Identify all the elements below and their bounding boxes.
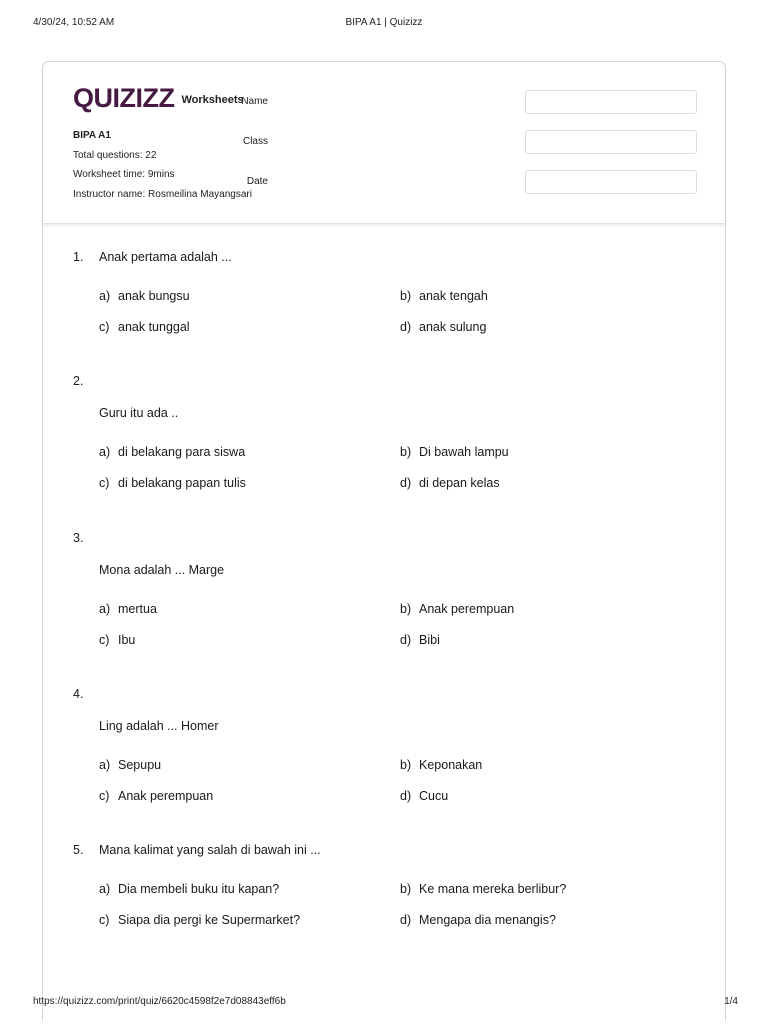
- option-text: Di bawah lampu: [419, 445, 509, 459]
- quiz-meta: [73, 126, 252, 204]
- option-d: [400, 633, 440, 647]
- quizizz-logo: QUIZIZZ: [73, 83, 175, 113]
- question-text: Mana kalimat yang salah di bawah ini ...: [99, 843, 321, 857]
- option-text: anak sulung: [419, 320, 487, 334]
- question-text: Ling adalah ... Homer: [99, 719, 219, 733]
- option-text: Ibu: [118, 633, 136, 647]
- option-b: [400, 758, 482, 772]
- option-text: anak bungsu: [118, 289, 190, 303]
- option-b: [400, 882, 566, 896]
- option-text: Anak perempuan: [118, 789, 214, 803]
- question-number: 3.: [73, 531, 84, 545]
- option-b: [400, 445, 509, 459]
- option-d: [400, 476, 500, 490]
- option-text: Siapa dia pergi ke Supermarket?: [118, 913, 301, 927]
- worksheet-time: Worksheet time: 9mins: [73, 169, 175, 180]
- logo-row: [73, 85, 244, 112]
- print-header: [0, 17, 768, 31]
- option-letter: b): [400, 289, 412, 303]
- option-letter: a): [99, 758, 111, 772]
- question-text: Mona adalah ... Marge: [99, 563, 225, 577]
- option-c: [99, 633, 135, 647]
- option-letter: a): [99, 602, 111, 616]
- option-text: Cucu: [419, 789, 449, 803]
- option-c: [99, 789, 213, 803]
- option-text: Ke mana mereka berlibur?: [419, 882, 567, 896]
- name-label: Name: [241, 96, 268, 107]
- question-number: 1.: [73, 250, 84, 264]
- option-b: [400, 602, 514, 616]
- class-field[interactable]: [525, 130, 697, 154]
- option-d: [400, 789, 448, 803]
- print-footer: [0, 996, 768, 1010]
- option-letter: d): [400, 320, 412, 334]
- option-a: [99, 602, 157, 616]
- option-text: anak tengah: [419, 289, 488, 303]
- option-text: Anak perempuan: [419, 602, 515, 616]
- option-letter: d): [400, 913, 412, 927]
- option-letter: c): [99, 633, 110, 647]
- option-text: di belakang papan tulis: [118, 476, 246, 490]
- worksheet-header: [43, 62, 725, 224]
- option-letter: c): [99, 913, 110, 927]
- option-a: [99, 758, 161, 772]
- page-number: 1/4: [724, 996, 738, 1007]
- option-letter: a): [99, 289, 111, 303]
- option-letter: c): [99, 476, 110, 490]
- total-questions: Total questions: 22: [73, 149, 157, 161]
- option-text: di depan kelas: [419, 476, 500, 490]
- option-letter: c): [99, 320, 110, 334]
- question-number: 5.: [73, 843, 84, 857]
- question-text: Anak pertama adalah ...: [99, 250, 232, 264]
- option-d: [400, 320, 486, 334]
- option-text: Keponakan: [419, 758, 483, 772]
- option-text: di belakang para siswa: [118, 445, 246, 459]
- option-a: [99, 445, 245, 459]
- option-text: Dia membeli buku itu kapan?: [118, 882, 280, 896]
- option-text: mertua: [118, 602, 157, 616]
- worksheet-card: [42, 61, 726, 1021]
- option-a: [99, 882, 279, 896]
- option-c: [99, 320, 190, 334]
- option-text: anak tunggal: [118, 320, 190, 334]
- instructor-name: Instructor name: Rosmeilina Mayangsari: [73, 188, 252, 200]
- option-letter: d): [400, 789, 412, 803]
- option-letter: a): [99, 445, 111, 459]
- option-letter: b): [400, 758, 412, 772]
- option-text: Sepupu: [118, 758, 162, 772]
- option-c: [99, 913, 300, 927]
- option-d: [400, 913, 556, 927]
- option-letter: b): [400, 602, 412, 616]
- date-field[interactable]: [525, 170, 697, 194]
- logo-subtitle: Worksheets: [181, 93, 244, 106]
- option-letter: b): [400, 882, 412, 896]
- option-letter: c): [99, 789, 110, 803]
- option-c: [99, 476, 246, 490]
- date-label: Date: [246, 176, 268, 187]
- question-number: 4.: [73, 687, 84, 701]
- option-a: [99, 289, 190, 303]
- option-letter: d): [400, 476, 412, 490]
- option-letter: b): [400, 445, 412, 459]
- print-datetime: 4/30/24, 10:52 AM: [33, 17, 115, 28]
- question-number: 2.: [73, 374, 84, 388]
- print-url[interactable]: https://quizizz.com/print/quiz/6620c4598f2e7d08843eff6b: [33, 996, 286, 1007]
- print-title: BIPA A1 | Quizizz: [345, 17, 423, 28]
- quiz-title: BIPA A1: [73, 130, 111, 141]
- option-b: [400, 289, 488, 303]
- option-letter: d): [400, 633, 412, 647]
- question-text: Guru itu ada ..: [99, 406, 179, 420]
- option-letter: a): [99, 882, 111, 896]
- option-text: Mengapa dia menangis?: [419, 913, 556, 927]
- option-text: Bibi: [419, 633, 440, 647]
- name-field[interactable]: [525, 90, 697, 114]
- class-label: Class: [242, 136, 268, 147]
